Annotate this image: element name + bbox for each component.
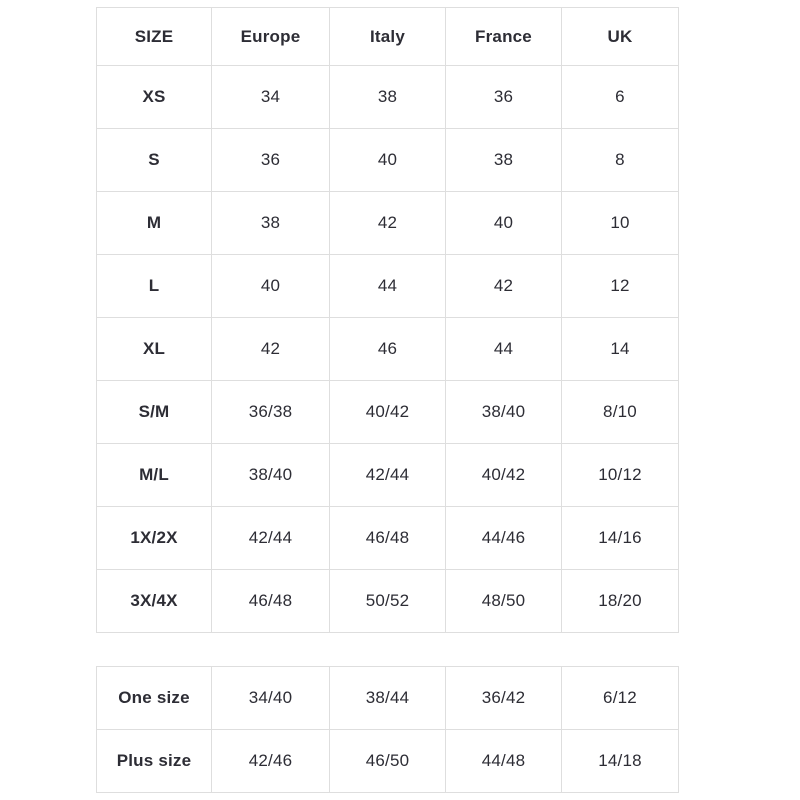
table-row (97, 730, 679, 793)
size-label: S (97, 129, 212, 192)
size-value-cell: 40 (330, 129, 446, 192)
size-value-cell: 36 (446, 66, 562, 129)
size-value-cell: 44 (330, 255, 446, 318)
size-value-cell: 14/16 (562, 507, 679, 570)
size-value-cell: 40 (446, 192, 562, 255)
column-header-italy: Italy (330, 8, 446, 66)
column-header-france: France (446, 8, 562, 66)
size-value-cell: 10 (562, 192, 679, 255)
size-value-cell: 44 (446, 318, 562, 381)
table-row (97, 318, 679, 381)
size-label: 3X/4X (97, 570, 212, 633)
size-value-cell: 36/42 (446, 667, 562, 730)
size-value-cell: 18/20 (562, 570, 679, 633)
table-row (97, 667, 679, 730)
size-label: 1X/2X (97, 507, 212, 570)
size-label: Plus size (97, 730, 212, 793)
size-value-cell: 38 (446, 129, 562, 192)
table-row (97, 381, 679, 444)
size-value-cell: 10/12 (562, 444, 679, 507)
size-value-cell: 38/44 (330, 667, 446, 730)
table-row (97, 255, 679, 318)
size-value-cell: 44/46 (446, 507, 562, 570)
size-value-cell: 50/52 (330, 570, 446, 633)
size-value-cell: 34 (212, 66, 330, 129)
size-value-cell: 36/38 (212, 381, 330, 444)
size-value-cell: 38 (212, 192, 330, 255)
size-value-cell: 34/40 (212, 667, 330, 730)
special-size-table (96, 666, 679, 793)
size-value-cell: 40 (212, 255, 330, 318)
size-value-cell: 42 (330, 192, 446, 255)
size-value-cell: 40/42 (330, 381, 446, 444)
size-label: M/L (97, 444, 212, 507)
table-row (97, 507, 679, 570)
size-value-cell: 48/50 (446, 570, 562, 633)
table-row (97, 444, 679, 507)
size-value-cell: 40/42 (446, 444, 562, 507)
size-value-cell: 42/44 (212, 507, 330, 570)
size-conversion-table (96, 7, 679, 633)
size-label: XS (97, 66, 212, 129)
size-label: M (97, 192, 212, 255)
size-value-cell: 38/40 (446, 381, 562, 444)
size-value-cell: 8/10 (562, 381, 679, 444)
size-value-cell: 42 (446, 255, 562, 318)
size-value-cell: 14/18 (562, 730, 679, 793)
table-row (97, 66, 679, 129)
size-value-cell: 6/12 (562, 667, 679, 730)
size-value-cell: 42/46 (212, 730, 330, 793)
size-value-cell: 12 (562, 255, 679, 318)
table-row (97, 570, 679, 633)
size-table-header-row (97, 8, 679, 66)
size-value-cell: 8 (562, 129, 679, 192)
size-value-cell: 46/48 (212, 570, 330, 633)
size-value-cell: 14 (562, 318, 679, 381)
column-header-uk: UK (562, 8, 679, 66)
table-row (97, 192, 679, 255)
size-value-cell: 46/48 (330, 507, 446, 570)
size-value-cell: 6 (562, 66, 679, 129)
size-value-cell: 36 (212, 129, 330, 192)
size-label: XL (97, 318, 212, 381)
column-header-size: SIZE (97, 8, 212, 66)
size-value-cell: 44/48 (446, 730, 562, 793)
size-label: S/M (97, 381, 212, 444)
size-value-cell: 42/44 (330, 444, 446, 507)
size-value-cell: 46 (330, 318, 446, 381)
table-row (97, 129, 679, 192)
size-value-cell: 38 (330, 66, 446, 129)
size-label: L (97, 255, 212, 318)
size-value-cell: 42 (212, 318, 330, 381)
column-header-europe: Europe (212, 8, 330, 66)
size-label: One size (97, 667, 212, 730)
size-value-cell: 46/50 (330, 730, 446, 793)
size-value-cell: 38/40 (212, 444, 330, 507)
